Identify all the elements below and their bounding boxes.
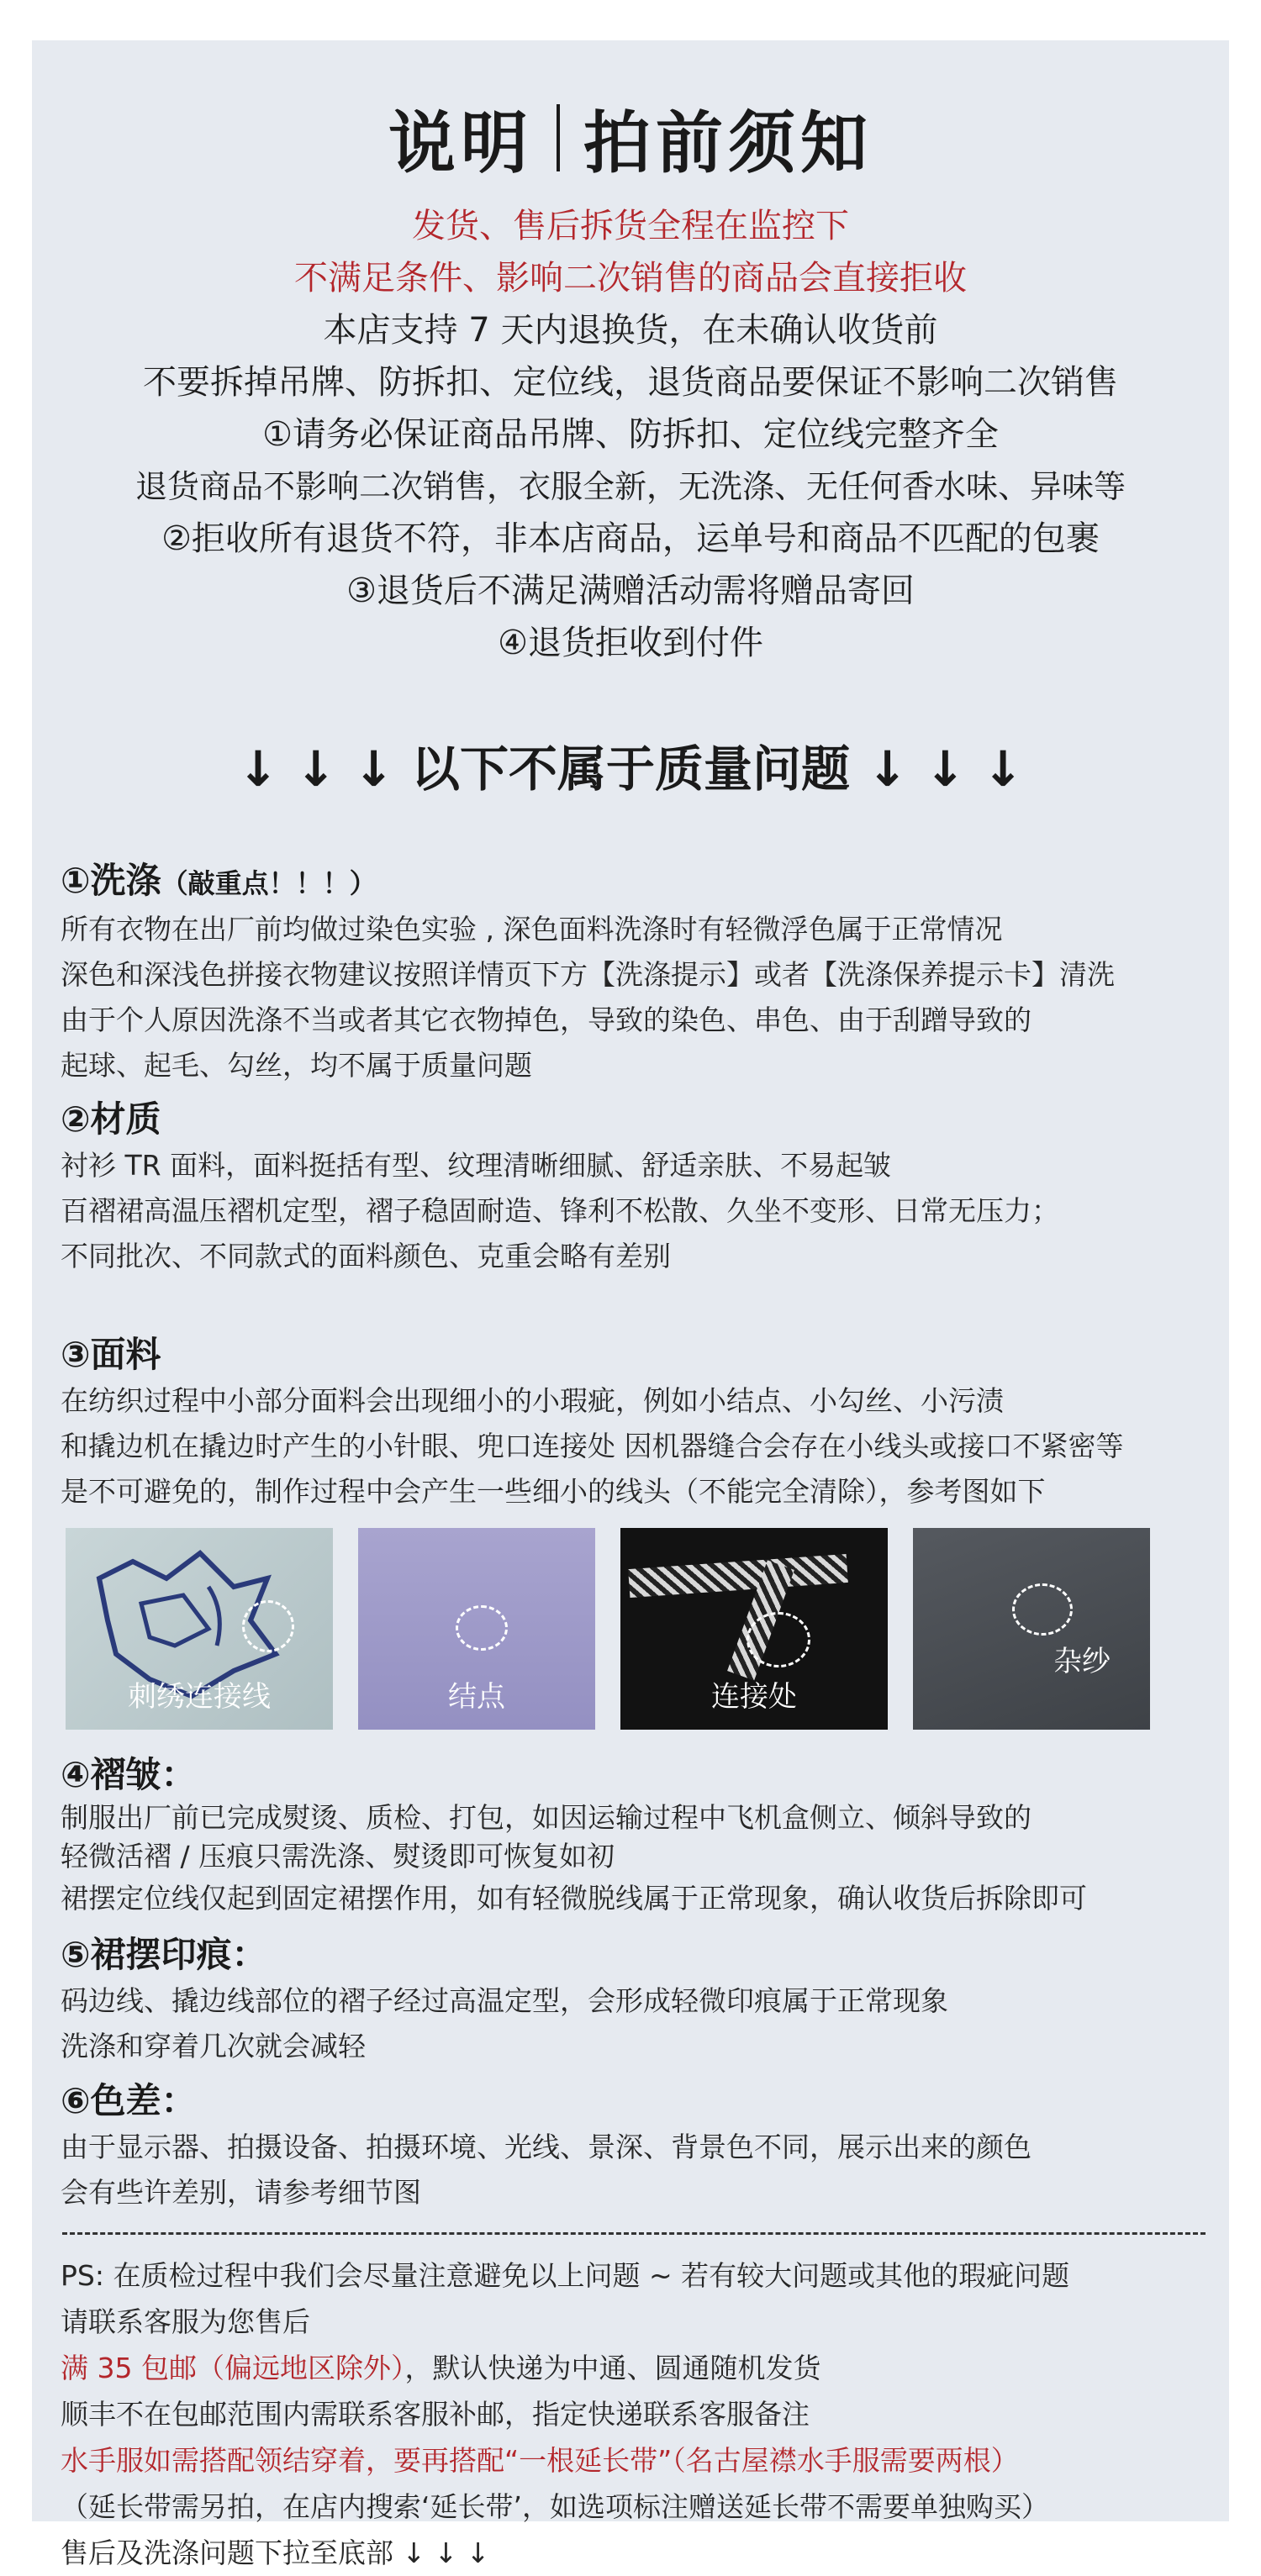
defect-marker xyxy=(456,1605,508,1651)
section-title: ⑤裙摆印痕： xyxy=(61,1934,267,1975)
return-policy-notice xyxy=(32,200,1229,669)
section-line: 在纺织过程中小部分面料会出现细小的小瑕疵，例如小结点、小勾丝、小污渍 xyxy=(61,1384,1004,1417)
defect-marker xyxy=(242,1600,294,1652)
photo-embroidery xyxy=(66,1528,333,1730)
section-title-text: ①洗涤 xyxy=(61,860,161,901)
section-line: 轻微活褶 / 压痕只需洗涤、熨烫即可恢复如初 xyxy=(61,1840,615,1873)
photo-label: 刺绣连接线 xyxy=(128,1680,271,1714)
section-line: 会有些许差别，请参考细节图 xyxy=(61,2176,421,2209)
checkered-trim xyxy=(628,1554,848,1598)
section-material xyxy=(61,1096,1221,1279)
reference-photos xyxy=(66,1528,1209,1730)
section-line: 是不可避免的，制作过程中会产生一些细小的线头（不能完全清除），参考图如下 xyxy=(61,1475,1046,1508)
section-line: 衬衫 TR 面料，面料挺括有型、纹理清晰细腻、舒适亲肤、不易起皱 xyxy=(61,1149,892,1182)
section-line: 深色和深浅色拼接衣物建议按照详情页下方【洗涤提示】或者【洗涤保养提示卡】清洗 xyxy=(61,958,1115,991)
section-washing xyxy=(61,857,1221,1088)
section-line: 码边线、撬边线部位的褶子经过高温定型，会形成轻微印痕属于正常现象 xyxy=(61,1984,948,2017)
photo-yarn xyxy=(913,1528,1150,1730)
section-title: ④褶皱： xyxy=(61,1754,197,1795)
notice-line: ③退货后不满足满赠活动需将赠品寄回 xyxy=(346,572,915,610)
title-right: 拍前须知 xyxy=(583,104,873,182)
notice-panel xyxy=(32,40,1229,2569)
ps-notes xyxy=(61,2252,1221,2576)
section-title-note: （敲重点！！！） xyxy=(161,867,377,899)
section-line: 洗涤和穿着几次就会减轻 xyxy=(61,2030,366,2062)
notice-line: 本店支持 7 天内退换货，在未确认收货前 xyxy=(323,311,938,350)
notice-line: ④退货拒收到付件 xyxy=(498,624,763,662)
photo-joint xyxy=(620,1528,888,1730)
defect-marker xyxy=(1012,1583,1073,1636)
section-line: 所有衣物在出厂前均做过染色实验 , 深色面料洗涤时有轻微浮色属于正常情况 xyxy=(61,913,1003,946)
quality-header: ↓ ↓ ↓ 以下不属于质量问题 ↓ ↓ ↓ xyxy=(237,740,1024,798)
section-title: ⑥色差： xyxy=(61,2080,197,2121)
section-hem xyxy=(61,1931,1221,2069)
section-title: ③面料 xyxy=(61,1334,161,1375)
ps-line: 顺丰不在包邮范围内需联系客服补邮，指定快递联系客服备注 xyxy=(61,2398,810,2431)
photo-label: 结点 xyxy=(448,1680,505,1714)
section-title: ②材质 xyxy=(61,1098,161,1140)
photo-knot xyxy=(358,1528,595,1730)
ps-line: PS: 在质检过程中我们会尽量注意避免以上问题 ~ 若有较大问题或其他的瑕疵问题 xyxy=(61,2259,1070,2292)
section-line: 裙摆定位线仅起到固定裙摆作用，如有轻微脱线属于正常现象，确认收货后拆除即可 xyxy=(61,1882,1087,1915)
section-line: 不同批次、不同款式的面料颜色、克重会略有差别 xyxy=(61,1240,671,1272)
section-wrinkle xyxy=(61,1752,1221,1921)
ps-line: 售后及洗涤问题下拉至底部 ↓ ↓ ↓ xyxy=(61,2536,490,2569)
section-title xyxy=(61,857,1221,907)
ps-line-red: 水手服如需搭配领结穿着，要再搭配“一根延长带”（名古屋襟水手服需要两根） xyxy=(61,2444,1019,2477)
notice-line: 不要拆掉吊牌、防拆扣、定位线，退货商品要保证不影响二次销售 xyxy=(143,363,1118,402)
notice-line: ②拒收所有退货不符，非本店商品，运单号和商品不匹配的包裹 xyxy=(161,519,1100,558)
section-line: 百褶裙高温压褶机定型，褶子稳固耐造、锋利不松散、久坐不变形、日常无压力； xyxy=(61,1194,1059,1227)
notice-line: ①请务必保证商品吊牌、防拆扣、定位线完整齐全 xyxy=(262,415,999,454)
ps-line xyxy=(61,2345,1221,2391)
photo-label: 杂纱 xyxy=(1053,1645,1111,1678)
photo-label: 连接处 xyxy=(711,1680,797,1714)
section-line: 制服出厂前已完成熨烫、质检、打包，如因运输过程中飞机盒侧立、倾斜导致的 xyxy=(61,1801,1031,1834)
section-line: 和撬边机在撬边时产生的小针眼、兜口连接处 因机器缝合会存在小线头或接口不紧密等 xyxy=(61,1430,1124,1462)
ps-line: （延长带需另拍，在店内搜索‘延长带’，如选项标注赠送延长带不需要单独购买） xyxy=(61,2490,1049,2523)
section-color xyxy=(61,2078,1221,2215)
title-separator xyxy=(557,104,560,171)
ps-line: 请联系客服为您售后 xyxy=(61,2305,310,2338)
page-title xyxy=(32,89,1229,186)
section-line: 由于显示器、拍摄设备、拍摄环境、光线、景深、背景色不同，展示出来的颜色 xyxy=(61,2131,1031,2163)
defect-marker xyxy=(747,1612,810,1667)
section-fabric xyxy=(61,1331,1221,1515)
title-left: 说明 xyxy=(388,104,533,182)
section-line: 起球、起毛、勾丝，均不属于质量问题 xyxy=(61,1049,532,1082)
notice-red-line: 不满足条件、影响二次销售的商品会直接拒收 xyxy=(294,259,967,298)
free-shipping-note: 满 35 包邮（偏远地区除外） xyxy=(61,2352,405,2384)
dashed-divider xyxy=(62,2232,1206,2235)
notice-line: 退货商品不影响二次销售，衣服全新，无洗涤、无任何香水味、异味等 xyxy=(135,468,1126,505)
notice-red-line: 发货、售后拆货全程在监控下 xyxy=(412,207,849,245)
courier-note: ，默认快递为中通、圆通随机发货 xyxy=(404,2352,821,2384)
section-line: 由于个人原因洗涤不当或者其它衣物掉色，导致的染色、串色、由于刮蹭导致的 xyxy=(61,1004,1031,1036)
